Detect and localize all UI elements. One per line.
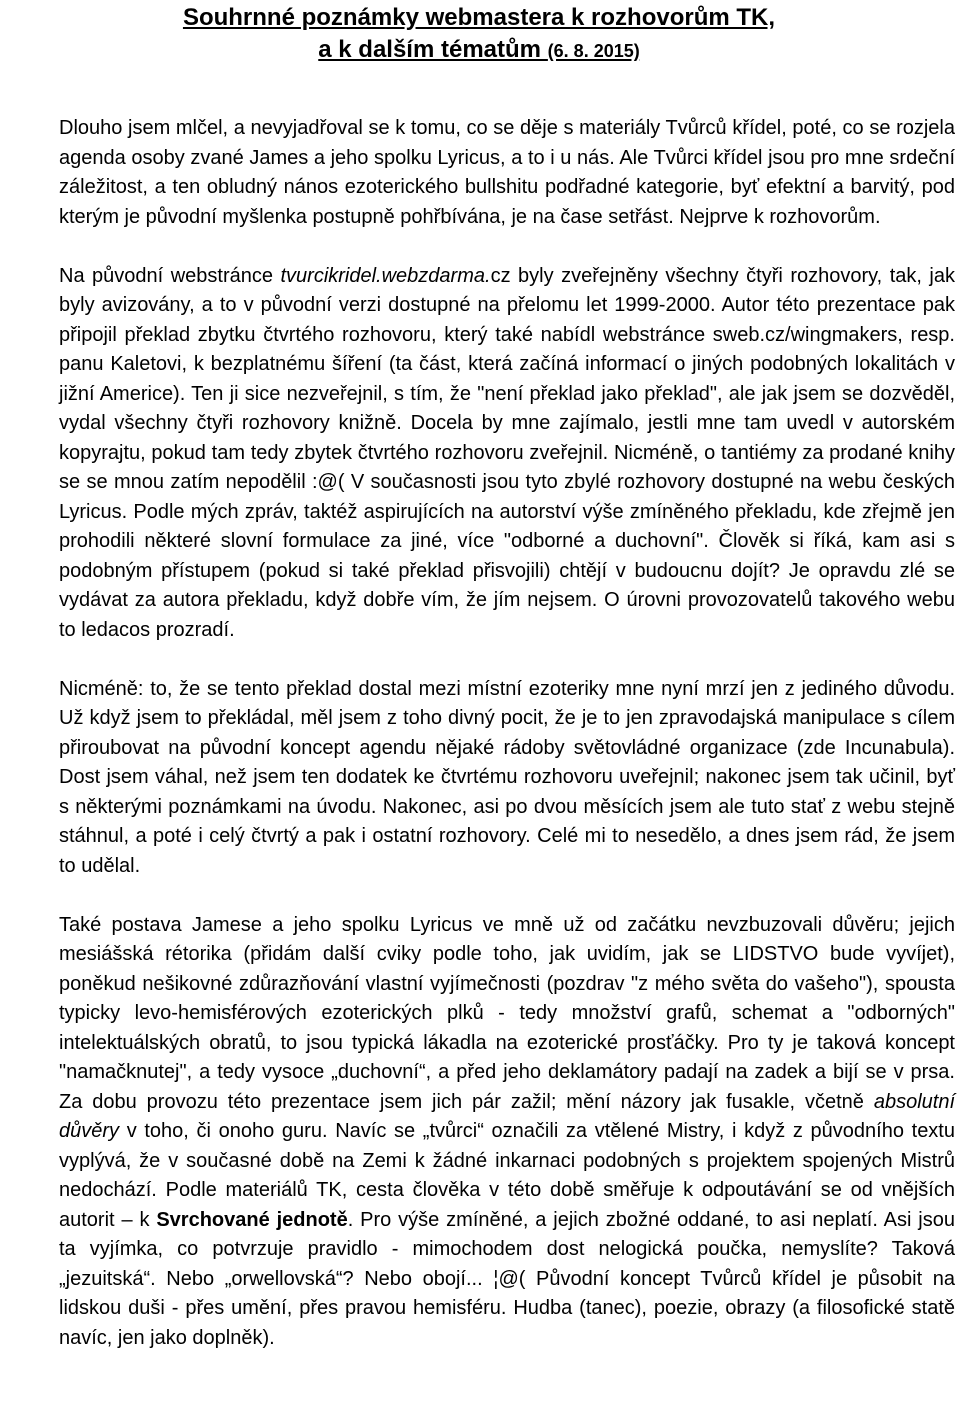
paragraph-lyricus-part-1: Také postava Jamese a jeho spolku Lyricus ve mně už od začátku nevzbuzovali důvěru; jejich mesiášská rétorika (přidám další cviky podle toho, jak uvidím, jak se LIDSTVO bude vyvíjet), poněkud nešikovné zdůrazňování vlastní vyjímečnosti (pozdrav "z mého světa do vašeho"), spousta typicky levo-hemisférových ezoterických plků - tedy množství grafů, schemat a "odborných" intelektuálských obratů, to jsou typická lákadla na ezoterické prosťáčky. Pro ty je taková koncept "namačknutej", a tedy vysoce „duchovní“, a před jeho deklamátory padají na zadek a bijí se v prsa. Za dobu provozu této prezentace jsem jich pár zažil; mění názory jak fusakle, včetně xyxy=(59,913,955,1113)
title-line-1: Souhrnné poznámky webmastera k rozhovorům TK, xyxy=(182,4,776,31)
page-title xyxy=(3,0,955,67)
title-line-2 xyxy=(3,34,955,67)
paragraph-intro: Dlouho jsem mlčel, a nevyjadřoval se k tomu, co se děje s materiály Tvůrců křídel, poté, co se rozjela agenda osoby zvané James a jeho spolku Lyricus, a to i u nás. Ale Tvůrci křídel jsou pro mne srdeční záležitost, a ten obludný nános ezoterického bullshitu podřadné kategorie, byť efektní a barvitý, pod kterým je původní myšlenka postupně pohřbívána, je na čase setřást. Nejprve k rozhovorům. xyxy=(59,117,955,228)
paragraph-interviews-after-link: cz byly zveřejněny všechny čtyři rozhovory, tak, jak byly avizovány, a to v původní verzi dostupné na přelomu let 1999-2000. Autor této prezentace pak připojil překlad zbytku čtvrtého rozhovoru, který také nabídl webstránce sweb.cz/wingmakers, resp. panu Kaletovi, k bezplatnému šíření (ta část, která začíná informací o jiných podobných lokalitách v jižní Americe). Ten ji sice nezveřejnil, s tím, že "není překlad jako překlad", ale jak jsem se dozvěděl, vydal všechny čtyři rozhovory knižně. Docela by mne zajímalo, jestli mne tam uvedl v autorském kopyrajtu, pokud tam tedy zbytek čtvrtého rozhovoru zveřejnil. Nicméně, o tantiémy za prodané knihy se se mnou zatím nepodělil :@( V současnosti jsou tyto zbylé rozhovory dostupné na webu českých Lyricus. Podle mých zpráv, taktéž aspirujících na autorství výše zmíněného překladu, kde zřejmě jen prohodili některé slovní formulace za jiné, více "odborné a duchovní". Člověk si říká, kam asi s podobným přístupem (pokud si také překlad přisvojili) chtějí v budoucnu dojít? Je opravdu zlé se vydávat za autora překladu, když dobře vím, že jím nejsem. O úrovni provozovatelů takového webu to ledacos prozradí. xyxy=(59,264,955,641)
document-page xyxy=(3,0,955,1353)
paragraph-interviews xyxy=(3,262,955,646)
paragraph-lyricus-part-3: . Pro výše zmíněné, a jejich zbožné oddané, to asi neplatí. Asi jsou ta vyjímka, co potvrzuje pravidlo - mimochodem dost nelogická poučka, nemyslíte? Taková „jezuitská“. Nebo „orwellovská“? Nebo obojí... ¦@( Původní koncept Tvůrců křídel je působit na lidskou duši - přes umění, přes pravou hemisféru. Hudba (tanec), poezie, obrazy (a filosofické statě navíc, jen jako doplněk). xyxy=(59,1208,955,1349)
title-line-2-text: a k dalším tématům xyxy=(318,36,548,63)
website-link: tvurcikridel.webzdarma. xyxy=(280,264,491,287)
paragraph-lyricus xyxy=(3,911,955,1354)
italic-phrase: absolutní důvěry xyxy=(59,1090,955,1142)
title-date: (6. 8. 2015) xyxy=(547,41,640,61)
paragraph-lyricus-part-2: v toho, či onoho guru. Navíc se „tvůrci“ označili za vtělené Mistry, i když z původního textu vyplývá, že v současné době na Zemi k žádné inkarnaci podobných s projektem spojených Mistrů nedochází. Podle materiálů TK, cesta člověka v této době směřuje k odpoutávání se od vnějších autorit – k xyxy=(59,1120,955,1231)
paragraph-translation: Nicméně: to, že se tento překlad dostal mezi místní ezoteriky mne nyní mrzí jen z jediného důvodu. Už když jsem to překládal, měl jsem z toho divný pocit, že je to jen zpravodajská manipulace s cílem přiroubovat na původní koncept agendu nějaké rádoby světovládné organizace (zde Incunabula). Dost jsem váhal, než jsem ten dodatek ke čtvrtému rozhovoru uveřejnil; nakonec jsem tak učinil, byť s některými poznámkami na úvodu. Nakonec, asi po dvou měsících jsem ale tuto stať z webu stejně stáhnul, a poté i celý čtvrtý a pak i ostatní rozhovory. Celé mi to nesedělo, a dnes jsem rád, že jsem to udělal. xyxy=(59,677,955,877)
bold-phrase: Svrchované jednotě xyxy=(156,1208,348,1231)
paragraph-interviews-before-link: Na původní webstránce xyxy=(59,264,281,287)
